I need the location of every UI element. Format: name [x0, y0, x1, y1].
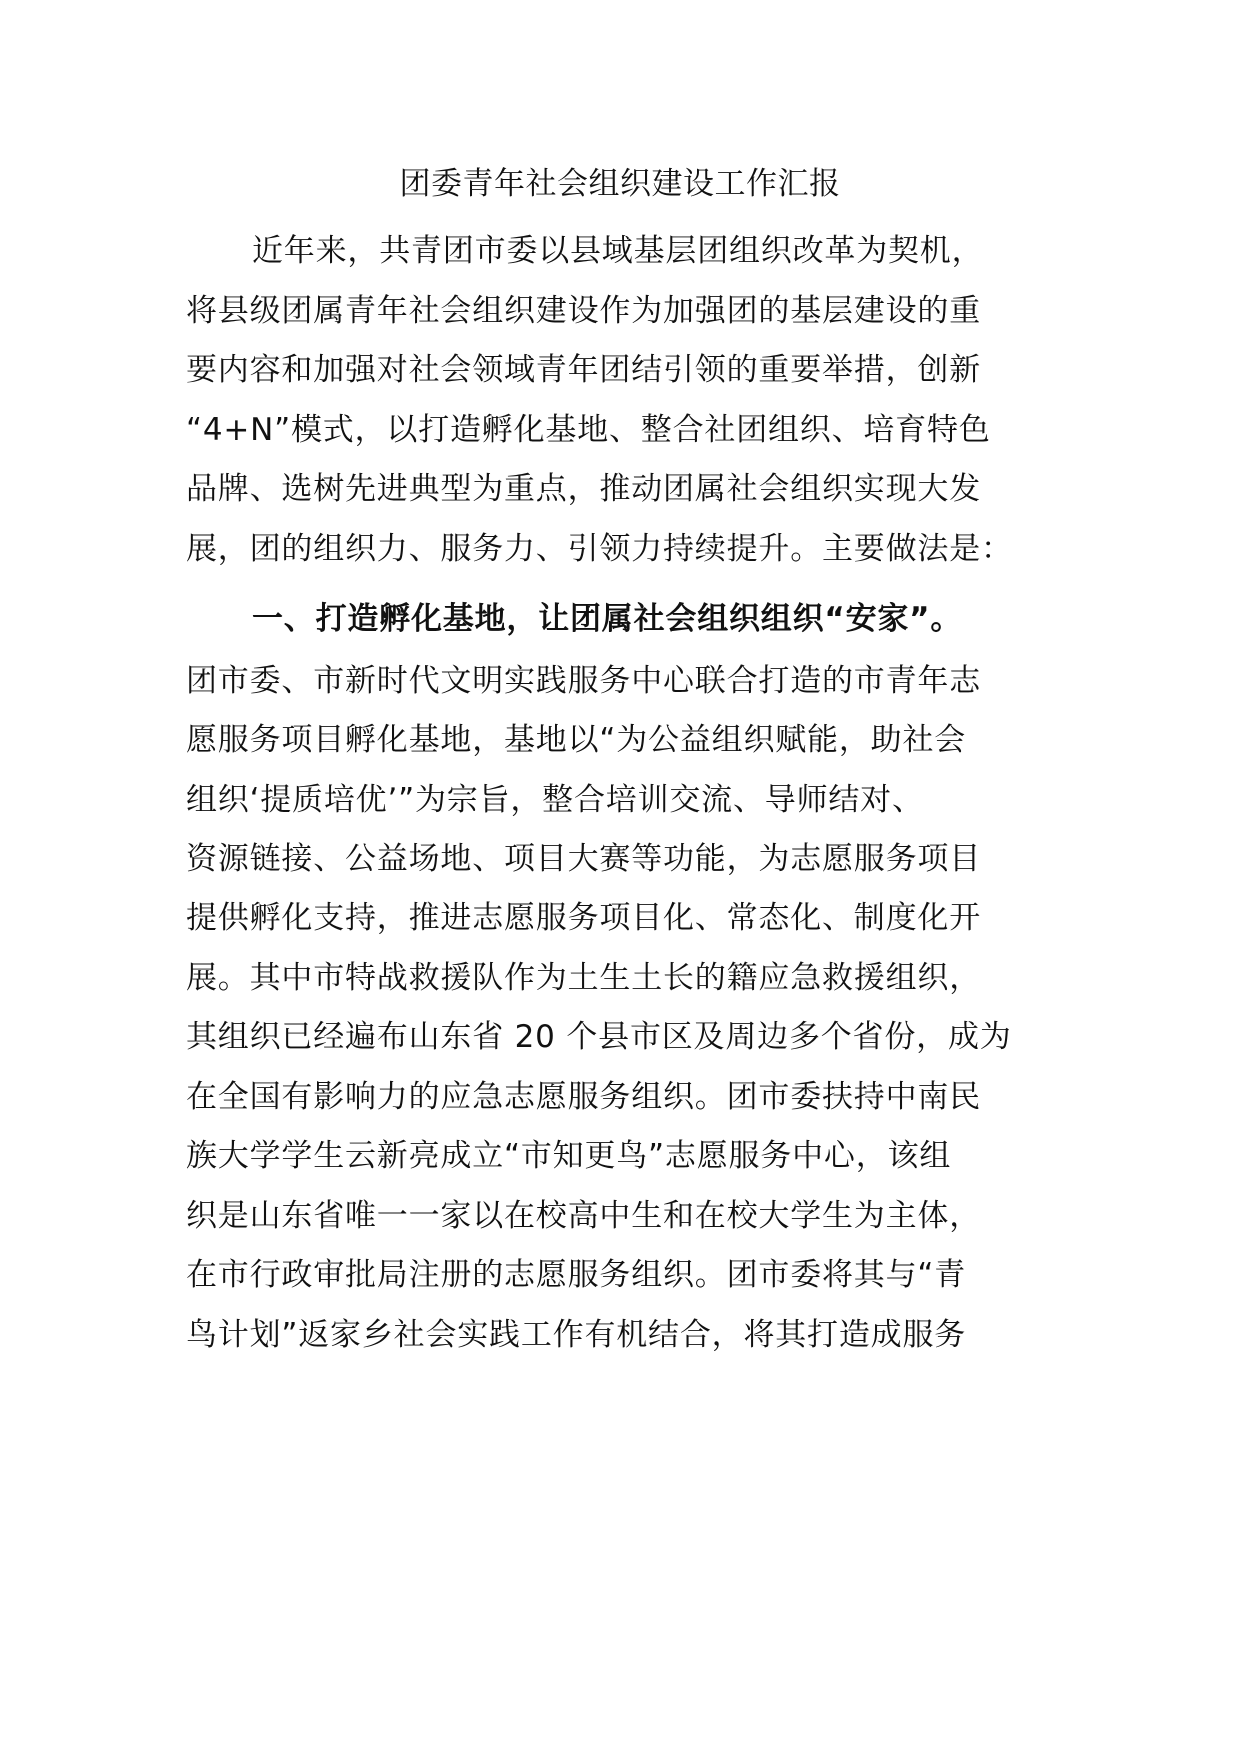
paragraph-1-line: 品牌、选树先进典型为重点，推动团属社会组织实现大发	[186, 471, 981, 507]
paragraph-2-line: 在市行政审批局注册的志愿服务组织。团市委将其与“青	[186, 1257, 967, 1293]
paragraph-2-line: 资源链接、公益场地、项目大赛等功能，为志愿服务项目	[186, 841, 981, 877]
paragraph-1-line: 近年来，共青团市委以县域基层团组织改革为契机，	[252, 233, 984, 269]
paragraph-2-line: 其组织已经遍布山东省 20 个县市区及周边多个省份，成为	[186, 1019, 1012, 1055]
section-1-heading: 一、打造孵化基地，让团属社会组织组织“安家”。	[252, 601, 963, 637]
paragraph-1-line: 展，团的组织力、服务力、引领力持续提升。主要做法是：	[186, 531, 1013, 567]
paragraph-1-line: 将县级团属青年社会组织建设作为加强团的基层建设的重	[186, 293, 981, 329]
document-title: 团委青年社会组织建设工作汇报	[399, 166, 841, 202]
paragraph-1-line: “4+N”模式，以打造孵化基地、整合社团组织、培育特色	[186, 412, 991, 448]
paragraph-2-line: 织是山东省唯一一家以在校高中生和在校大学生为主体，	[186, 1198, 981, 1234]
paragraph-2-line: 愿服务项目孵化基地，基地以“为公益组织赋能，助社会	[186, 722, 967, 758]
paragraph-2-line: 鸟计划”返家乡社会实践工作有机结合，将其打造成服务	[186, 1317, 967, 1353]
paragraph-1-line: 要内容和加强对社会领域青年团结引领的重要举措，创新	[186, 352, 981, 388]
paragraph-2-line: 提供孵化支持，推进志愿服务项目化、常态化、制度化开	[186, 900, 981, 936]
paragraph-2-line: 组织‘提质培优’”为宗旨，整合培训交流、导师结对、	[186, 782, 924, 818]
paragraph-2-line: 在全国有影响力的应急志愿服务组织。团市委扶持中南民	[186, 1079, 981, 1115]
paragraph-2-line: 团市委、市新时代文明实践服务中心联合打造的市青年志	[186, 663, 981, 699]
paragraph-2-line: 展。其中市特战救援队作为土生土长的籍应急救援组织，	[186, 960, 981, 996]
paragraph-2-line: 族大学学生云新亮成立“市知更鸟”志愿服务中心，该组	[186, 1138, 952, 1174]
